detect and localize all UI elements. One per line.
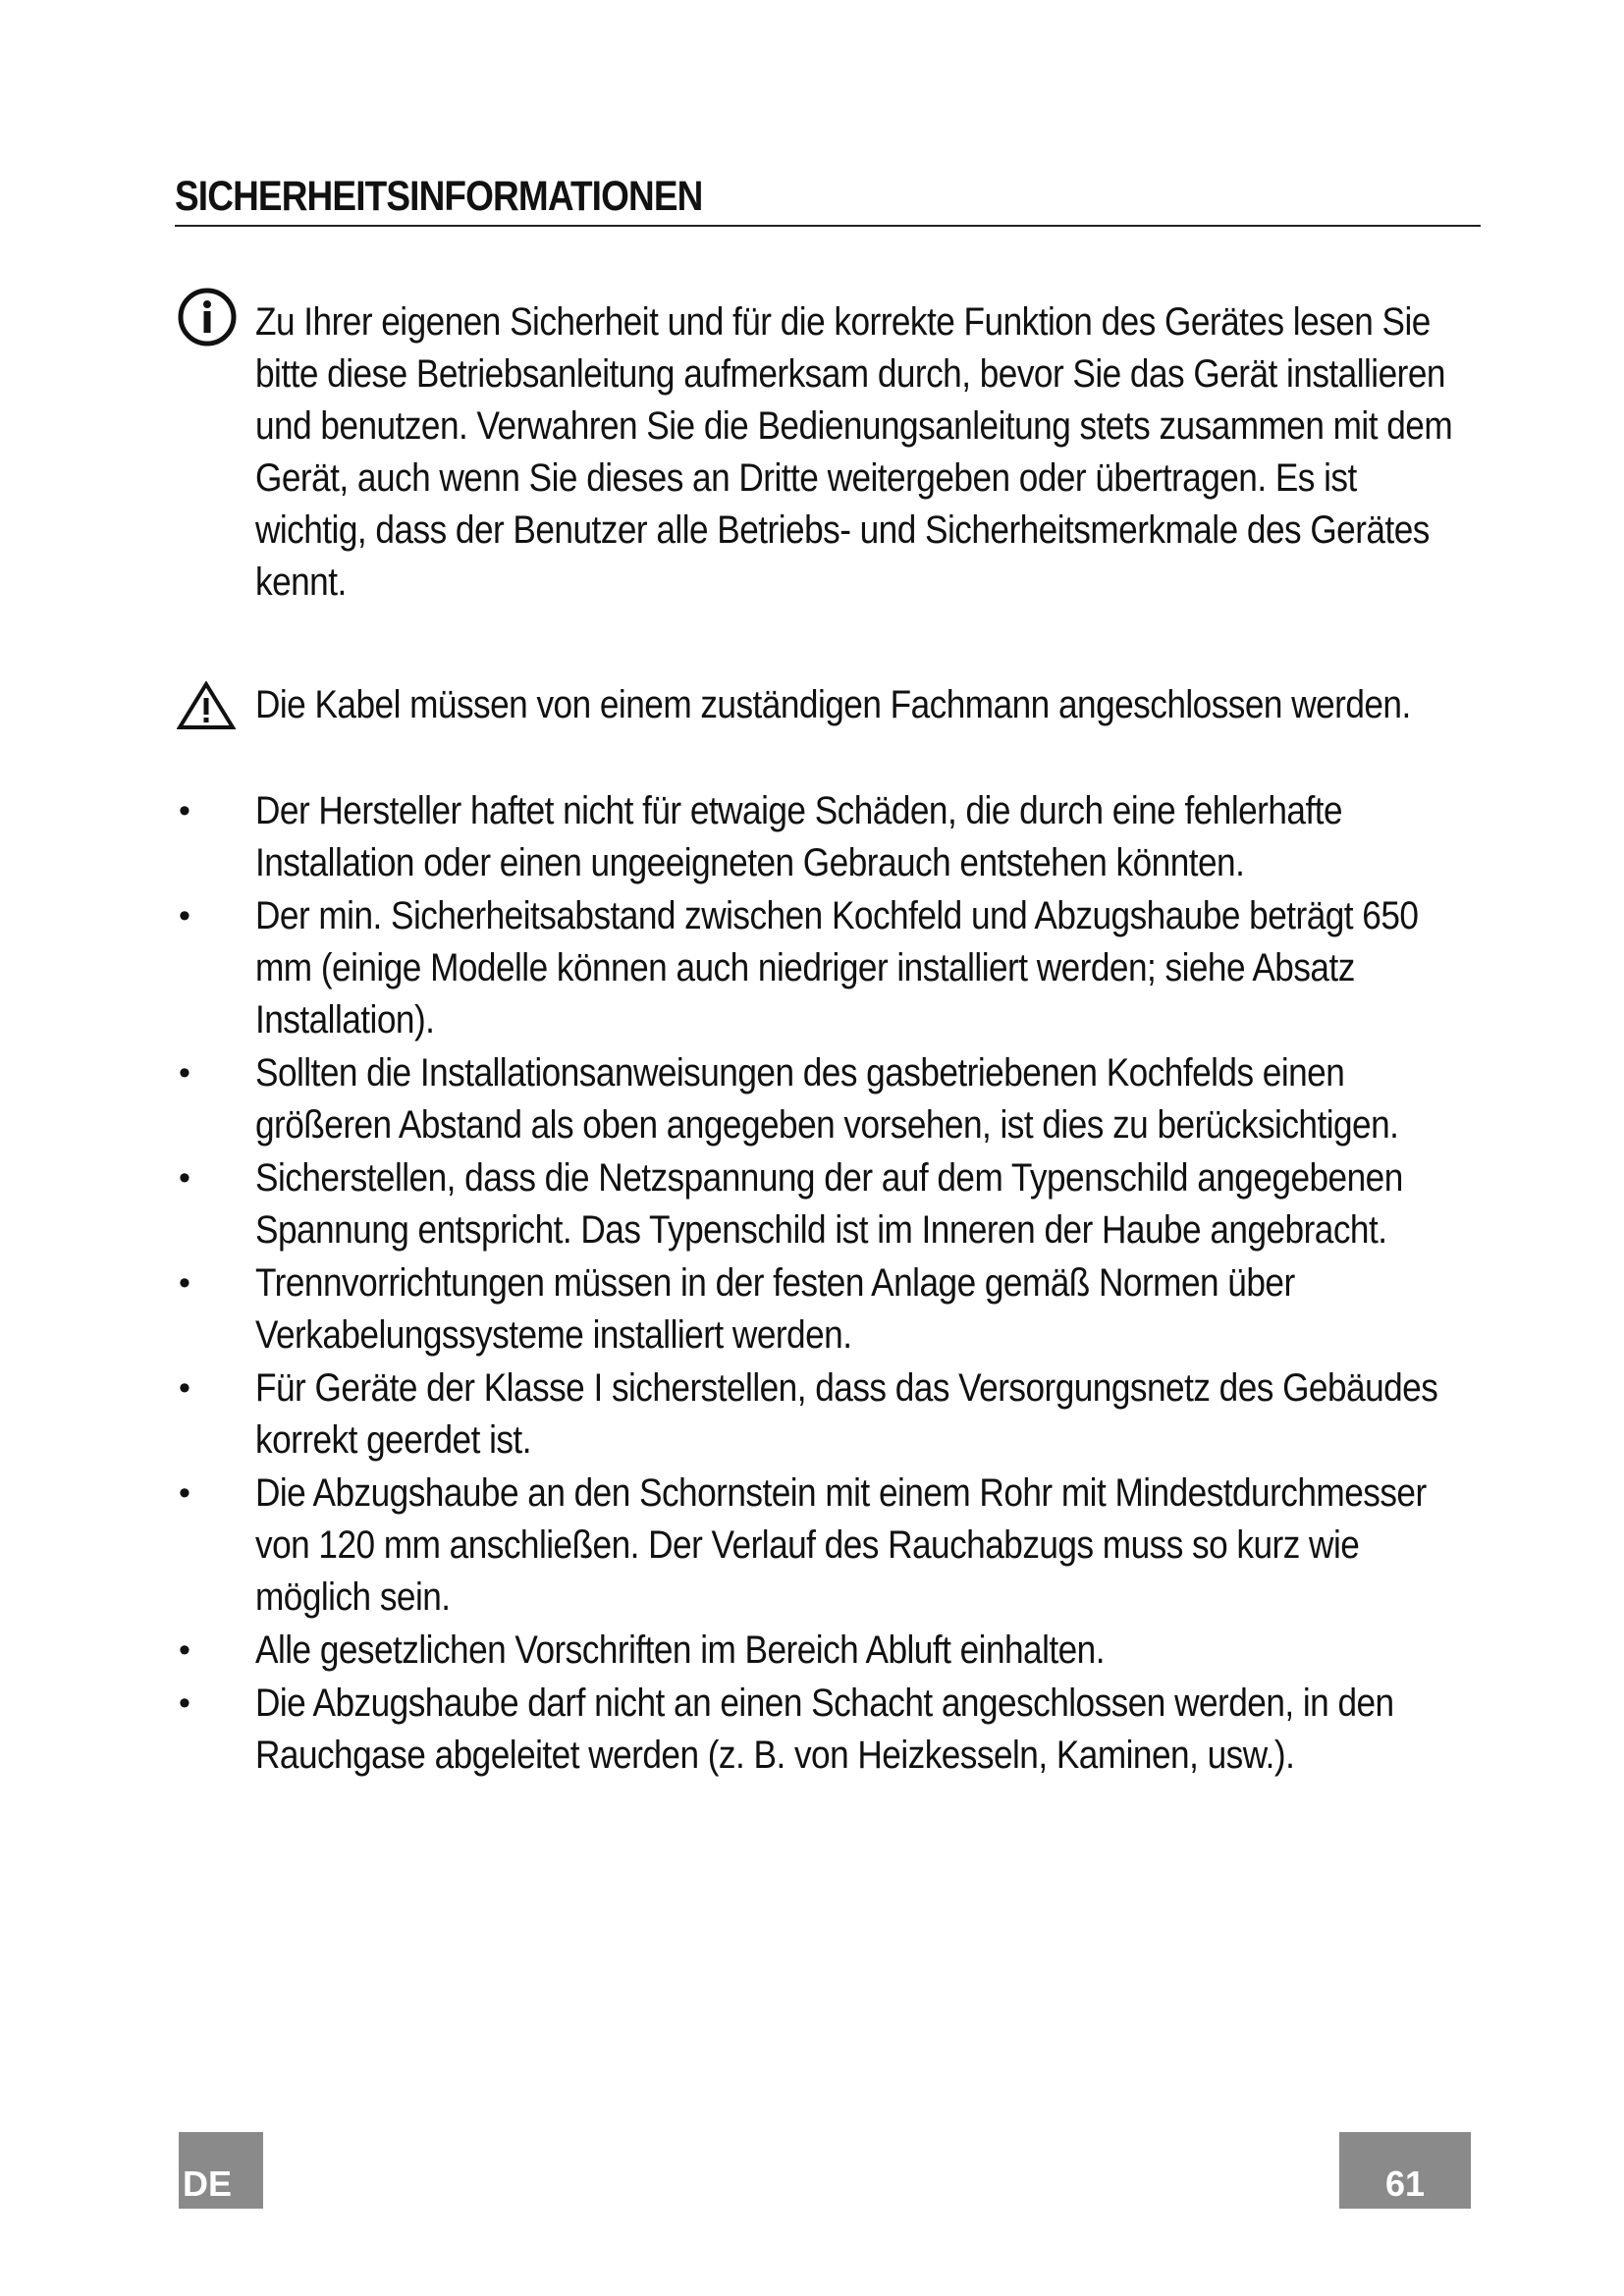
list-item-text: Die Abzugshaube darf nicht an einen Schacht angeschlossen werden, in den Rauchgase abgeleitet werden (z. B. von Heizkesseln, Kaminen, usw.). (255, 1682, 1394, 1777)
bullet-marker: • (179, 897, 190, 934)
list-item (175, 890, 1473, 1046)
bullet-marker: • (179, 1684, 190, 1722)
bullet-marker: • (179, 1631, 190, 1669)
safety-bullet-list (175, 785, 1481, 1783)
list-item-text: Die Abzugshaube an den Schornstein mit einem Rohr mit Mindestdurchmesser von 120 mm anschließen. Der Verlauf des Rauchabzugs muss so kurz wie möglich sein. (255, 1471, 1427, 1619)
list-item-text: Sollten die Installationsanweisungen des gasbetriebenen Kochfelds einen größeren Abstand als oben angegeben vorsehen, ist dies zu berücksichtigen. (255, 1051, 1399, 1147)
list-item-text: Der Hersteller haftet nicht für etwaige Schäden, die durch eine fehlerhafte Installation oder einen ungeeigneten Gebrauch entstehen könnten. (255, 789, 1343, 884)
list-item-text: Für Geräte der Klasse I sicherstellen, dass das Versorgungsnetz des Gebäudes korrekt geerdet ist. (255, 1366, 1438, 1462)
list-item (175, 1362, 1473, 1467)
warning-paragraph (175, 679, 1473, 731)
warning-triangle-icon (177, 681, 236, 744)
bullet-marker: • (179, 1474, 190, 1512)
info-note (175, 285, 1481, 609)
list-item (175, 1152, 1473, 1256)
list-item (175, 1468, 1473, 1624)
bullet-marker: • (179, 1054, 190, 1092)
title-divider (175, 225, 1481, 227)
list-item (175, 785, 1473, 889)
list-item-text: Sicherstellen, dass die Netzspannung der auf dem Typenschild angegebenen Spannung entspricht. Das Typenschild ist im Inneren der Haube angebracht. (255, 1156, 1403, 1252)
warning-note (175, 679, 1481, 731)
list-item (175, 1257, 1473, 1362)
list-item-text: Alle gesetzlichen Vorschriften im Bereich Abluft einhalten. (255, 1629, 1105, 1672)
bullet-marker: • (179, 1264, 190, 1302)
list-item (175, 1047, 1473, 1151)
language-badge: DE (179, 2132, 263, 2209)
list-item (175, 1625, 1473, 1677)
bullet-marker: • (179, 1369, 190, 1407)
page-title: SICHERHEITSINFORMATIONEN (175, 173, 703, 220)
info-icon (177, 287, 238, 361)
bullet-marker: • (179, 1159, 190, 1197)
warning-text: Die Kabel müssen von einem zuständigen Fachmann angeschlossen werden. (255, 683, 1411, 726)
bullet-marker: • (179, 792, 190, 829)
list-item-text: Trennvorrichtungen müssen in der festen Anlage gemäß Normen über Verkabelungssysteme installiert werden. (255, 1261, 1295, 1357)
info-paragraph (175, 285, 1473, 609)
list-item-text: Der min. Sicherheitsabstand zwischen Kochfeld und Abzugshaube beträgt 650 mm (einige Modelle können auch niedriger installiert werden; siehe Absatz Installation). (255, 894, 1419, 1041)
info-text: Zu Ihrer eigenen Sicherheit und für die korrekte Funktion des Gerätes lesen Sie bitte diese Betriebsanleitung aufmerksam durch, bevor Sie das Gerät installieren und benutzen. Verwahren Sie die Bedienungsanleitung stets zusammen mit dem Gerät, auch wenn Sie dieses an Dritte weitergeben oder übertragen. Es ist wichtig, dass der Benutzer alle Betriebs- und Sicherheitsmerkmale des Gerätes kennt. (255, 300, 1453, 604)
list-item (175, 1678, 1473, 1782)
page-number-badge: 61 (1339, 2132, 1471, 2209)
